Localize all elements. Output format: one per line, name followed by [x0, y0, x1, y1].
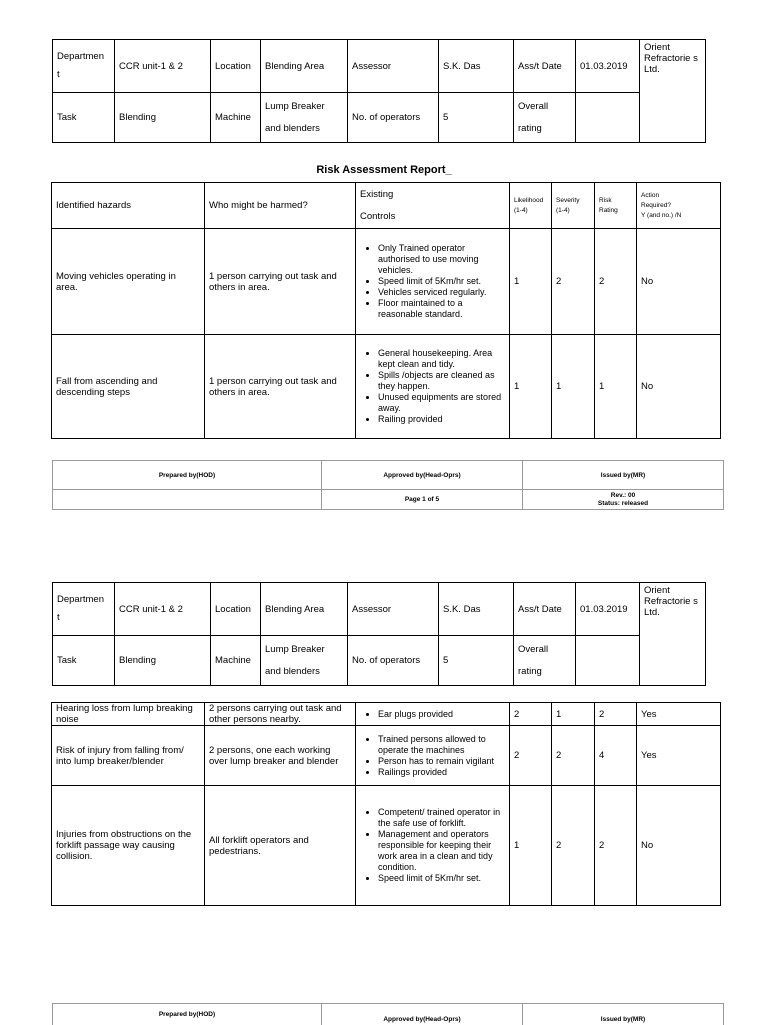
prepared-by: Prepared by(HOD) — [53, 1004, 322, 1025]
machine-value: Lump Breaker and blenders — [261, 93, 348, 143]
control-item: • Unused equipments are stored away. — [378, 392, 505, 414]
company-name: Orient Refractorie s Ltd. — [640, 583, 706, 686]
operators-value: 5 — [439, 636, 514, 686]
company-name: Orient Refractorie s Ltd. — [640, 40, 706, 143]
machine-label: Machine — [211, 93, 261, 143]
machine-value: Lump Breaker and blenders — [261, 636, 348, 686]
control-item: • Speed limit of 5Km/hr set. — [378, 276, 505, 287]
footer-table-page2 — [52, 1003, 724, 1025]
control-item: • Floor maintained to a reasonable standard. — [378, 298, 505, 320]
task-label: Task — [53, 636, 115, 686]
col-header-action: Action Required? Y (and no.) /N — [637, 183, 721, 229]
assessor-value: S.K. Das — [439, 40, 514, 93]
operators-value: 5 — [439, 93, 514, 143]
action-cell: No — [637, 335, 721, 439]
risk-cell: 1 — [595, 335, 637, 439]
approved-by: Approved by(Head-Oprs) — [322, 461, 523, 490]
who-cell: 2 persons, one each working over lump breaker and blender — [205, 726, 356, 786]
department-value: CCR unit-1 & 2 — [115, 40, 211, 93]
operators-label: No. of operators — [348, 93, 439, 143]
severity-cell: 2 — [552, 229, 595, 335]
hazard-cell: Moving vehicles operating in area. — [52, 229, 205, 335]
who-cell: 1 person carrying out task and others in area. — [205, 229, 356, 335]
table-row — [52, 726, 721, 786]
risk-cell: 4 — [595, 726, 637, 786]
action-cell: No — [637, 786, 721, 906]
location-label: Location — [211, 40, 261, 93]
issued-by: Issued by(MR) — [523, 1004, 724, 1025]
location-value: Blending Area — [261, 40, 348, 93]
ass-date-label: Ass/t Date — [514, 40, 576, 93]
task-value: Blending — [115, 636, 211, 686]
col-header-hazards: Identified hazards — [52, 183, 205, 229]
rev-status: Rev.: 00 Status: released — [523, 490, 724, 510]
hazard-cell: Risk of injury from falling from/ into lump breaker/blender — [52, 726, 205, 786]
control-item: • Spills /objects are cleaned as they happen. — [378, 370, 505, 392]
severity-cell: 1 — [552, 335, 595, 439]
col-header-risk: Risk Rating — [595, 183, 637, 229]
task-label: Task — [53, 93, 115, 143]
col-header-severity: Severity (1-4) — [552, 183, 595, 229]
control-item: • Ear plugs provided — [378, 709, 505, 720]
controls-cell — [356, 786, 510, 906]
action-cell: Yes — [637, 726, 721, 786]
controls-cell — [356, 335, 510, 439]
risk-cell: 2 — [595, 703, 637, 726]
control-item: • Competent/ trained operator in the safe use of forklift. — [378, 807, 505, 829]
likelihood-cell: 2 — [510, 726, 552, 786]
table-row — [52, 786, 721, 906]
col-header-likelihood: Likelihood (1-4) — [510, 183, 552, 229]
department-value: CCR unit-1 & 2 — [115, 583, 211, 636]
hazard-cell: Injuries from obstructions on the forklift passage way causing collision. — [52, 786, 205, 906]
assessor-label: Assessor — [348, 583, 439, 636]
table-row — [52, 335, 721, 439]
who-cell: 2 persons carrying out task and other persons nearby. — [205, 703, 356, 726]
department-label: Departmen t — [53, 583, 115, 636]
severity-cell: 2 — [552, 786, 595, 906]
controls-cell — [356, 726, 510, 786]
overall-rating-label: Overall rating — [514, 93, 576, 143]
risk-table-page1 — [51, 182, 721, 439]
prepared-by: Prepared by(HOD) — [53, 461, 322, 490]
who-cell: 1 person carrying out task and others in area. — [205, 335, 356, 439]
hazard-cell: Fall from ascending and descending steps — [52, 335, 205, 439]
assessor-value: S.K. Das — [439, 583, 514, 636]
table-row — [52, 229, 721, 335]
risk-cell: 2 — [595, 786, 637, 906]
ass-date-value: 01.03.2019 — [576, 40, 640, 93]
issued-by: Issued by(MR) — [523, 461, 724, 490]
col-header-controls: Existing Controls — [356, 183, 510, 229]
footer-blank — [53, 490, 322, 510]
department-label: Departmen t — [53, 40, 115, 93]
location-label: Location — [211, 583, 261, 636]
task-value: Blending — [115, 93, 211, 143]
approved-by: Approved by(Head-Oprs) — [322, 1004, 523, 1025]
footer-table-page1 — [52, 460, 724, 510]
control-item: • Management and operators responsible for keeping their work area in a clean and tidy condition. — [378, 829, 505, 873]
controls-cell — [356, 229, 510, 335]
header-table-page2 — [52, 582, 706, 686]
operators-label: No. of operators — [348, 636, 439, 686]
control-item: • Speed limit of 5Km/hr set. — [378, 873, 505, 884]
action-cell: No — [637, 229, 721, 335]
assessor-label: Assessor — [348, 40, 439, 93]
action-cell: Yes — [637, 703, 721, 726]
header-table-page1 — [52, 39, 706, 143]
overall-rating-label: Overall rating — [514, 636, 576, 686]
machine-label: Machine — [211, 636, 261, 686]
overall-rating-value — [576, 636, 640, 686]
control-item: • Trained persons allowed to operate the machines — [378, 734, 505, 756]
page-number: Page 1 of 5 — [322, 490, 523, 510]
control-item: • Person has to remain vigilant — [378, 756, 505, 767]
location-value: Blending Area — [261, 583, 348, 636]
control-item: • Only Trained operator authorised to use moving vehicles. — [378, 243, 505, 276]
likelihood-cell: 1 — [510, 229, 552, 335]
who-cell: All forklift operators and pedestrians. — [205, 786, 356, 906]
table-row — [52, 703, 721, 726]
severity-cell: 1 — [552, 703, 595, 726]
risk-cell: 2 — [595, 229, 637, 335]
ass-date-value: 01.03.2019 — [576, 583, 640, 636]
risk-table-page2 — [51, 702, 721, 906]
control-item: • Railings provided — [378, 767, 505, 778]
controls-cell — [356, 703, 510, 726]
likelihood-cell: 1 — [510, 786, 552, 906]
col-header-who: Who might be harmed? — [205, 183, 356, 229]
control-item: • General housekeeping. Area kept clean and tidy. — [378, 348, 505, 370]
overall-rating-value — [576, 93, 640, 143]
control-item: • Railing provided — [378, 414, 505, 425]
ass-date-label: Ass/t Date — [514, 583, 576, 636]
control-item: • Vehicles serviced regularly. — [378, 287, 505, 298]
likelihood-cell: 2 — [510, 703, 552, 726]
report-title: Risk Assessment Report_ — [316, 164, 452, 176]
severity-cell: 2 — [552, 726, 595, 786]
hazard-cell: Hearing loss from lump breaking noise — [52, 703, 205, 726]
likelihood-cell: 1 — [510, 335, 552, 439]
